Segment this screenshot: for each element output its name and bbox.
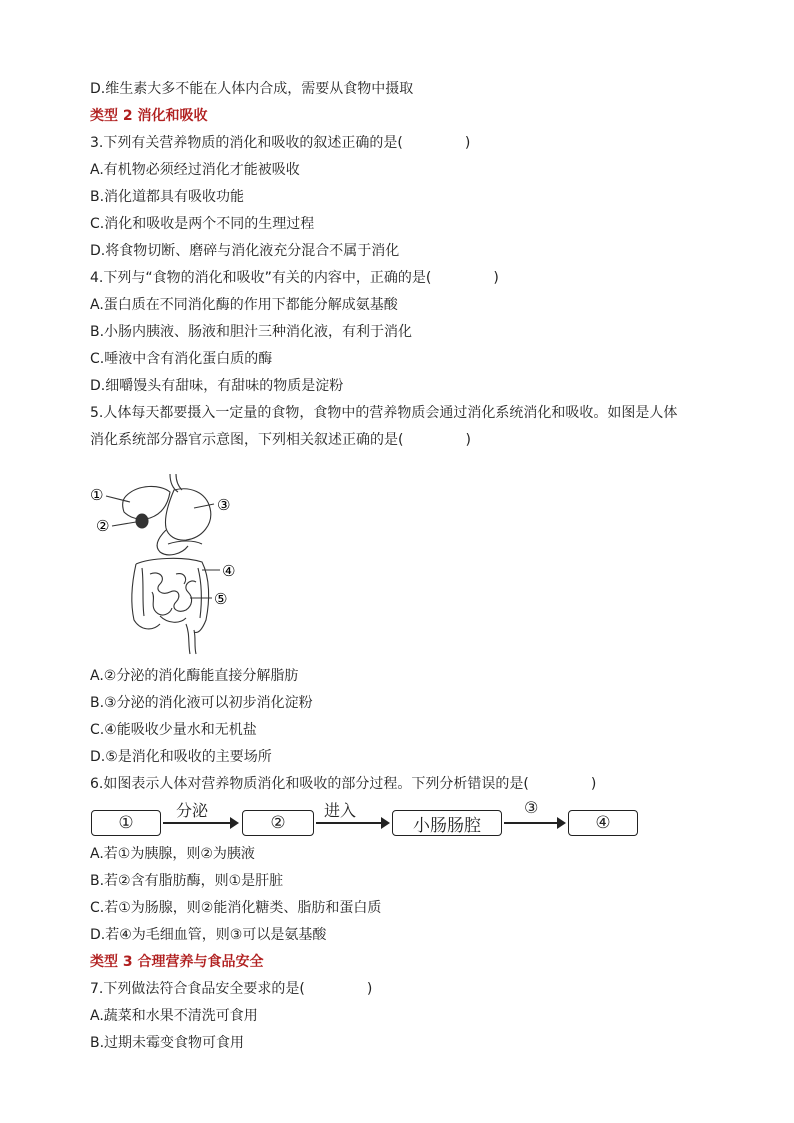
q6-option-c: C.若①为肠腺，则②能消化糖类、脂肪和蛋白质 — [90, 900, 382, 916]
digestive-system-drawing — [90, 474, 250, 656]
flow-arrow-2 — [316, 822, 388, 824]
question-5-line2: 消化系统部分器官示意图，下列相关叙述正确的是( ) — [90, 432, 471, 448]
q5-option-a: A.②分泌的消化酶能直接分解脂肪 — [90, 668, 299, 684]
flow-box-2: ② — [242, 810, 314, 836]
q6-option-a: A.若①为胰腺，则②为胰液 — [90, 846, 255, 862]
section-heading-type2: 类型 2 消化和吸收 — [90, 108, 208, 124]
q3-option-d: D.将食物切断、磨碎与消化液充分混合不属于消化 — [90, 243, 400, 259]
q4-option-b: B.小肠内胰液、肠液和胆汁三种消化液，有利于消化 — [90, 324, 413, 340]
flow-box-1: ① — [91, 810, 161, 836]
q3-option-b: B.消化道都具有吸收功能 — [90, 189, 245, 205]
q4-option-d: D.细嚼馒头有甜味，有甜味的物质是淀粉 — [90, 378, 344, 394]
question-7: 7.下列做法符合食品安全要求的是( ) — [90, 981, 373, 997]
flow-box-4: ④ — [568, 810, 638, 836]
q4-option-a: A.蛋白质在不同消化酶的作用下都能分解成氨基酸 — [90, 297, 398, 313]
q6-option-d: D.若④为毛细血管，则③可以是氨基酸 — [90, 927, 327, 943]
figure-label-5: ⑤ — [214, 590, 228, 608]
flow-label-secrete: 分泌 — [176, 801, 209, 820]
question-4: 4.下列与“食物的消化和吸收”有关的内容中，正确的是( ) — [90, 270, 499, 286]
question-5-line1: 5.人体每天都要摄入一定量的食物，食物中的营养物质会通过消化系统消化和吸收。如图是人体 — [90, 405, 678, 421]
q5-option-b: B.③分泌的消化液可以初步消化淀粉 — [90, 695, 313, 711]
section-heading-type3: 类型 3 合理营养与食品安全 — [90, 954, 264, 970]
q4-option-c: C.唾液中含有消化蛋白质的酶 — [90, 351, 273, 367]
figure-label-2: ② — [96, 517, 110, 535]
digestion-flow-diagram — [90, 798, 650, 842]
digestive-system-figure — [90, 474, 250, 656]
q2-option-d: D.维生素大多不能在人体内合成，需要从食物中摄取 — [90, 81, 414, 97]
q7-option-b: B.过期未霉变食物可食用 — [90, 1035, 245, 1051]
flow-box-small-intestine: 小肠肠腔 — [392, 810, 502, 836]
flow-label-3: ③ — [524, 798, 539, 817]
flow-arrow-3 — [504, 822, 564, 824]
question-3: 3.下列有关营养物质的消化和吸收的叙述正确的是( ) — [90, 135, 471, 151]
figure-label-1: ① — [90, 486, 104, 504]
figure-label-3: ③ — [217, 496, 231, 514]
q3-option-c: C.消化和吸收是两个不同的生理过程 — [90, 216, 315, 232]
flow-arrow-1 — [163, 822, 237, 824]
q7-option-a: A.蔬菜和水果不清洗可食用 — [90, 1008, 258, 1024]
figure-label-4: ④ — [222, 562, 236, 580]
q3-option-a: A.有机物必须经过消化才能被吸收 — [90, 162, 300, 178]
question-6: 6.如图表示人体对营养物质消化和吸收的部分过程。下列分析错误的是( ) — [90, 776, 597, 792]
q5-option-d: D.⑤是消化和吸收的主要场所 — [90, 749, 272, 765]
q5-option-c: C.④能吸收少量水和无机盐 — [90, 722, 257, 738]
q6-option-b: B.若②含有脂肪酶，则①是肝脏 — [90, 873, 284, 889]
flow-label-enter: 进入 — [324, 801, 357, 820]
